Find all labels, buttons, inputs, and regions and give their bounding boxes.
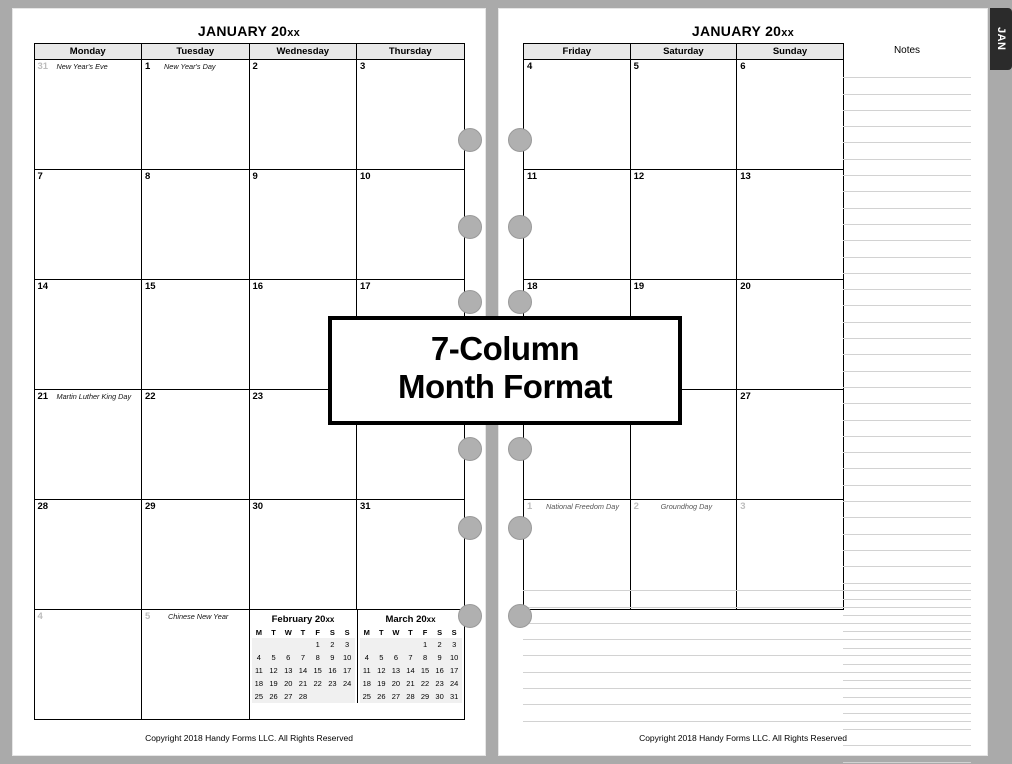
note-line[interactable] (843, 209, 971, 225)
note-line[interactable] (843, 290, 971, 306)
day-cell[interactable] (524, 170, 631, 280)
mini-weekday: T (271, 628, 276, 637)
note-line[interactable] (523, 673, 971, 689)
binder-hole (458, 215, 482, 239)
note-line[interactable] (843, 111, 971, 127)
note-line[interactable] (843, 518, 971, 534)
note-line[interactable] (843, 551, 971, 567)
format-caption-overlay (328, 316, 682, 425)
left-month-title-text: JANUARY 20 (197, 23, 288, 39)
mini-day (281, 638, 296, 651)
note-line[interactable] (843, 746, 971, 762)
day-holiday: Martin Luther King Day (56, 392, 132, 401)
week-row-with-mini-months (34, 610, 464, 720)
day-number: 8 (145, 171, 151, 182)
day-number: 6 (740, 61, 746, 72)
day-number: 15 (145, 281, 156, 292)
mini-day: 4 (360, 651, 375, 664)
day-cell[interactable] (34, 280, 142, 390)
day-number: 14 (37, 281, 49, 292)
note-line[interactable] (523, 608, 971, 624)
mini-month-title-year: xx (325, 615, 335, 624)
binder-hole (508, 290, 532, 314)
binder-hole (458, 516, 482, 540)
mini-day (310, 690, 325, 703)
right-header-row (524, 44, 844, 60)
mini-day: 12 (266, 664, 281, 677)
mini-week-row (252, 690, 355, 703)
day-number: 16 (252, 281, 264, 292)
mini-weekday: S (451, 628, 457, 637)
mini-day: 22 (310, 677, 325, 690)
mini-day: 2 (325, 638, 340, 651)
day-number: 20 (740, 281, 751, 292)
mini-week-row (360, 690, 462, 703)
note-line[interactable] (523, 689, 971, 705)
day-cell[interactable] (737, 280, 844, 390)
day-number: 31 (37, 61, 49, 72)
day-cell[interactable] (630, 170, 737, 280)
binder-hole (458, 128, 482, 152)
caption-line-2: Month Format (398, 368, 612, 406)
note-line[interactable] (523, 624, 971, 640)
binder-hole (458, 604, 482, 628)
note-line[interactable] (843, 469, 971, 485)
note-line[interactable] (843, 372, 971, 388)
note-line[interactable] (843, 127, 971, 143)
day-number: 2 (252, 61, 258, 72)
note-line[interactable] (843, 225, 971, 241)
day-number: 5 (633, 61, 639, 72)
day-number: 9 (252, 171, 258, 182)
day-cell[interactable] (142, 500, 250, 610)
day-number: 10 (360, 171, 371, 182)
day-holiday: Groundhog Day (660, 502, 713, 511)
note-line[interactable] (843, 404, 971, 420)
week-row (34, 500, 464, 610)
mini-day: 7 (296, 651, 311, 664)
week-row (34, 170, 464, 280)
note-line[interactable] (843, 535, 971, 551)
day-number: 18 (527, 281, 538, 292)
day-number: 13 (740, 171, 751, 182)
day-number: 30 (252, 501, 264, 512)
mini-month-title-text: March 20 (385, 614, 427, 625)
mini-weekday: S (437, 628, 443, 637)
mini-day: 21 (403, 677, 418, 690)
day-number: 23 (252, 391, 264, 402)
note-line[interactable] (843, 323, 971, 339)
day-cell[interactable] (142, 610, 250, 720)
note-line[interactable] (523, 640, 971, 656)
note-line[interactable] (843, 388, 971, 404)
mini-day: 28 (296, 690, 311, 703)
mini-weekday: W (392, 628, 400, 637)
mini-weekday: W (284, 628, 292, 637)
binder-hole (508, 215, 532, 239)
mini-day (403, 638, 418, 651)
mini-month-title (252, 612, 355, 627)
mini-month-grid (252, 627, 355, 703)
day-holiday: Chinese New Year (168, 612, 229, 621)
mini-day: 6 (389, 651, 404, 664)
mini-day (360, 638, 375, 651)
day-holiday: New Year's Eve (56, 62, 108, 71)
note-line[interactable] (843, 95, 971, 111)
mini-weekday: F (422, 628, 428, 637)
day-number: 17 (360, 281, 371, 292)
mini-day: 22 (418, 677, 433, 690)
mini-day: 25 (360, 690, 375, 703)
day-cell[interactable] (34, 610, 142, 720)
mini-day: 3 (447, 638, 462, 651)
day-number: 19 (633, 281, 645, 292)
left-month-title (13, 9, 485, 43)
left-header-row (34, 44, 464, 60)
mini-day: 24 (447, 677, 462, 690)
mini-day (252, 638, 267, 651)
mini-day: 18 (360, 677, 375, 690)
mini-day (374, 638, 389, 651)
mini-day (325, 690, 340, 703)
mini-weekday: T (300, 628, 306, 637)
note-line[interactable] (843, 192, 971, 208)
day-number: 3 (740, 501, 746, 512)
day-cell[interactable] (142, 170, 250, 280)
mini-day: 16 (325, 664, 340, 677)
mini-day: 2 (432, 638, 447, 651)
day-cell[interactable] (357, 60, 465, 170)
mini-day: 11 (252, 664, 267, 677)
mini-day: 30 (432, 690, 447, 703)
mini-day: 5 (266, 651, 281, 664)
mini-month-february (250, 610, 357, 703)
mini-day: 24 (340, 677, 355, 690)
note-line[interactable] (843, 176, 971, 192)
right-lower-lines[interactable] (523, 575, 971, 722)
day-cell[interactable] (357, 500, 465, 610)
mini-month-title-text: February 20 (271, 614, 326, 625)
mini-day: 9 (325, 651, 340, 664)
day-cell[interactable] (34, 60, 142, 170)
note-line[interactable] (843, 274, 971, 290)
day-cell[interactable] (737, 390, 844, 500)
day-number: 21 (37, 391, 49, 402)
mini-day: 27 (389, 690, 404, 703)
day-cell[interactable] (737, 60, 844, 170)
day-number: 5 (145, 611, 151, 622)
mini-day: 13 (281, 664, 296, 677)
mini-week-row (360, 638, 462, 651)
note-line[interactable] (843, 306, 971, 322)
binder-hole (458, 290, 482, 314)
mini-day: 10 (340, 651, 355, 664)
mini-month-march (357, 610, 464, 703)
day-holiday: New Year's Day (164, 62, 216, 71)
day-number: 29 (145, 501, 156, 512)
mini-week-row (360, 677, 462, 690)
week-row (524, 60, 844, 170)
mini-day: 23 (325, 677, 340, 690)
caption-line-1: 7-Column (430, 330, 580, 367)
day-number: 4 (527, 61, 533, 72)
mini-day: 7 (403, 651, 418, 664)
mini-day: 3 (340, 638, 355, 651)
mini-day: 14 (296, 664, 311, 677)
note-line[interactable] (843, 355, 971, 371)
note-line[interactable] (843, 78, 971, 94)
right-month-title-text: JANUARY 20 (691, 23, 782, 39)
mini-day: 28 (403, 690, 418, 703)
mini-day: 9 (432, 651, 447, 664)
mini-day: 13 (389, 664, 404, 677)
mini-day (389, 638, 404, 651)
day-cell[interactable] (142, 390, 250, 500)
column-header-thursday: Thursday (357, 44, 465, 60)
day-number: 7 (37, 171, 43, 182)
mini-day (266, 638, 281, 651)
day-cell[interactable] (249, 500, 357, 610)
binder-hole (508, 128, 532, 152)
mini-day: 8 (418, 651, 433, 664)
day-cell[interactable] (142, 280, 250, 390)
right-month-title-year: xx (781, 27, 795, 39)
mini-day: 15 (418, 664, 433, 677)
mini-week-row (252, 677, 355, 690)
left-copyright: Copyright 2018 Handy Forms LLC. All Rights Reserved (145, 733, 353, 743)
day-number: 1 (527, 501, 533, 512)
day-number: 31 (360, 501, 371, 512)
note-line[interactable] (523, 705, 971, 721)
binder-hole (458, 437, 482, 461)
day-number: 12 (633, 171, 645, 182)
mini-week-row (360, 651, 462, 664)
mini-day: 1 (310, 638, 325, 651)
column-header-sunday: Sunday (737, 44, 844, 60)
note-line[interactable] (843, 62, 971, 78)
mini-weekday: M (363, 628, 370, 637)
mini-week-row (252, 664, 355, 677)
mini-weekday: T (408, 628, 413, 637)
note-line[interactable] (843, 241, 971, 257)
note-line[interactable] (523, 591, 971, 607)
right-month-title (499, 9, 987, 43)
mini-day: 16 (432, 664, 447, 677)
mini-month-grid (360, 627, 462, 703)
note-line[interactable] (843, 143, 971, 159)
day-cell[interactable] (34, 390, 142, 500)
day-holiday: National Freedom Day (546, 502, 620, 511)
day-number: 28 (37, 501, 49, 512)
day-cell[interactable] (34, 170, 142, 280)
day-number: 2 (633, 501, 639, 512)
note-line[interactable] (843, 502, 971, 518)
mini-week-row (252, 638, 355, 651)
mini-weekday: S (329, 628, 335, 637)
mini-day: 19 (374, 677, 389, 690)
column-header-wednesday: Wednesday (249, 44, 357, 60)
day-cell[interactable] (249, 60, 357, 170)
column-header-monday: Monday (34, 44, 142, 60)
column-header-saturday: Saturday (630, 44, 737, 60)
mini-day: 20 (281, 677, 296, 690)
month-tab-label: JAN (995, 27, 1007, 51)
mini-day: 26 (374, 690, 389, 703)
mini-month-title-year: xx (426, 615, 436, 624)
mini-day: 12 (374, 664, 389, 677)
mini-day (296, 638, 311, 651)
mini-day: 8 (310, 651, 325, 664)
day-cell[interactable] (142, 60, 250, 170)
week-row (34, 60, 464, 170)
day-number: 3 (360, 61, 366, 72)
day-number: 1 (145, 61, 151, 72)
week-row (524, 170, 844, 280)
note-line[interactable] (843, 160, 971, 176)
day-cell[interactable] (357, 170, 465, 280)
mini-day: 11 (360, 664, 375, 677)
day-number: 4 (37, 611, 43, 622)
mini-day: 23 (432, 677, 447, 690)
mini-week-row (252, 651, 355, 664)
mini-day: 6 (281, 651, 296, 664)
binder-hole (508, 604, 532, 628)
mini-day: 18 (252, 677, 267, 690)
note-line[interactable] (843, 339, 971, 355)
note-line[interactable] (843, 437, 971, 453)
mini-header-row (252, 627, 355, 638)
mini-day: 19 (266, 677, 281, 690)
mini-weekday: F (315, 628, 320, 637)
mini-header-row (360, 627, 462, 638)
mini-day: 4 (252, 651, 267, 664)
mini-day: 14 (403, 664, 418, 677)
day-cell[interactable] (249, 170, 357, 280)
mini-day: 10 (447, 651, 462, 664)
mini-months-cell (249, 610, 464, 720)
note-line[interactable] (843, 258, 971, 274)
note-line[interactable] (843, 486, 971, 502)
mini-weekday: M (255, 628, 262, 637)
mini-week-row (360, 664, 462, 677)
day-cell[interactable] (630, 60, 737, 170)
day-number: 27 (740, 391, 751, 402)
mini-day: 29 (418, 690, 433, 703)
right-copyright: Copyright 2018 Handy Forms LLC. All Rights Reserved (639, 733, 847, 743)
mini-day: 31 (447, 690, 462, 703)
column-header-friday: Friday (524, 44, 631, 60)
day-cell[interactable] (737, 170, 844, 280)
notes-label: Notes (893, 45, 921, 56)
mini-day (340, 690, 355, 703)
mini-weekday: T (379, 628, 384, 637)
day-cell[interactable] (524, 60, 631, 170)
binder-hole (508, 516, 532, 540)
day-number: 11 (527, 171, 538, 182)
mini-month-title (360, 612, 462, 627)
mini-weekday: S (344, 628, 350, 637)
note-line[interactable] (843, 453, 971, 469)
note-line[interactable] (523, 575, 971, 591)
mini-day: 21 (296, 677, 311, 690)
day-cell[interactable] (34, 500, 142, 610)
mini-day: 1 (418, 638, 433, 651)
mini-day: 25 (252, 690, 267, 703)
note-line[interactable] (523, 656, 971, 672)
binder-hole (508, 437, 532, 461)
mini-day: 27 (281, 690, 296, 703)
mini-day: 26 (266, 690, 281, 703)
month-tab-jan[interactable] (990, 8, 1012, 70)
note-line[interactable] (843, 421, 971, 437)
column-header-tuesday: Tuesday (142, 44, 250, 60)
day-number: 22 (145, 391, 156, 402)
mini-day: 17 (447, 664, 462, 677)
mini-day: 20 (389, 677, 404, 690)
left-month-title-year: xx (287, 27, 301, 39)
mini-day: 5 (374, 651, 389, 664)
mini-day: 15 (310, 664, 325, 677)
mini-day: 17 (340, 664, 355, 677)
